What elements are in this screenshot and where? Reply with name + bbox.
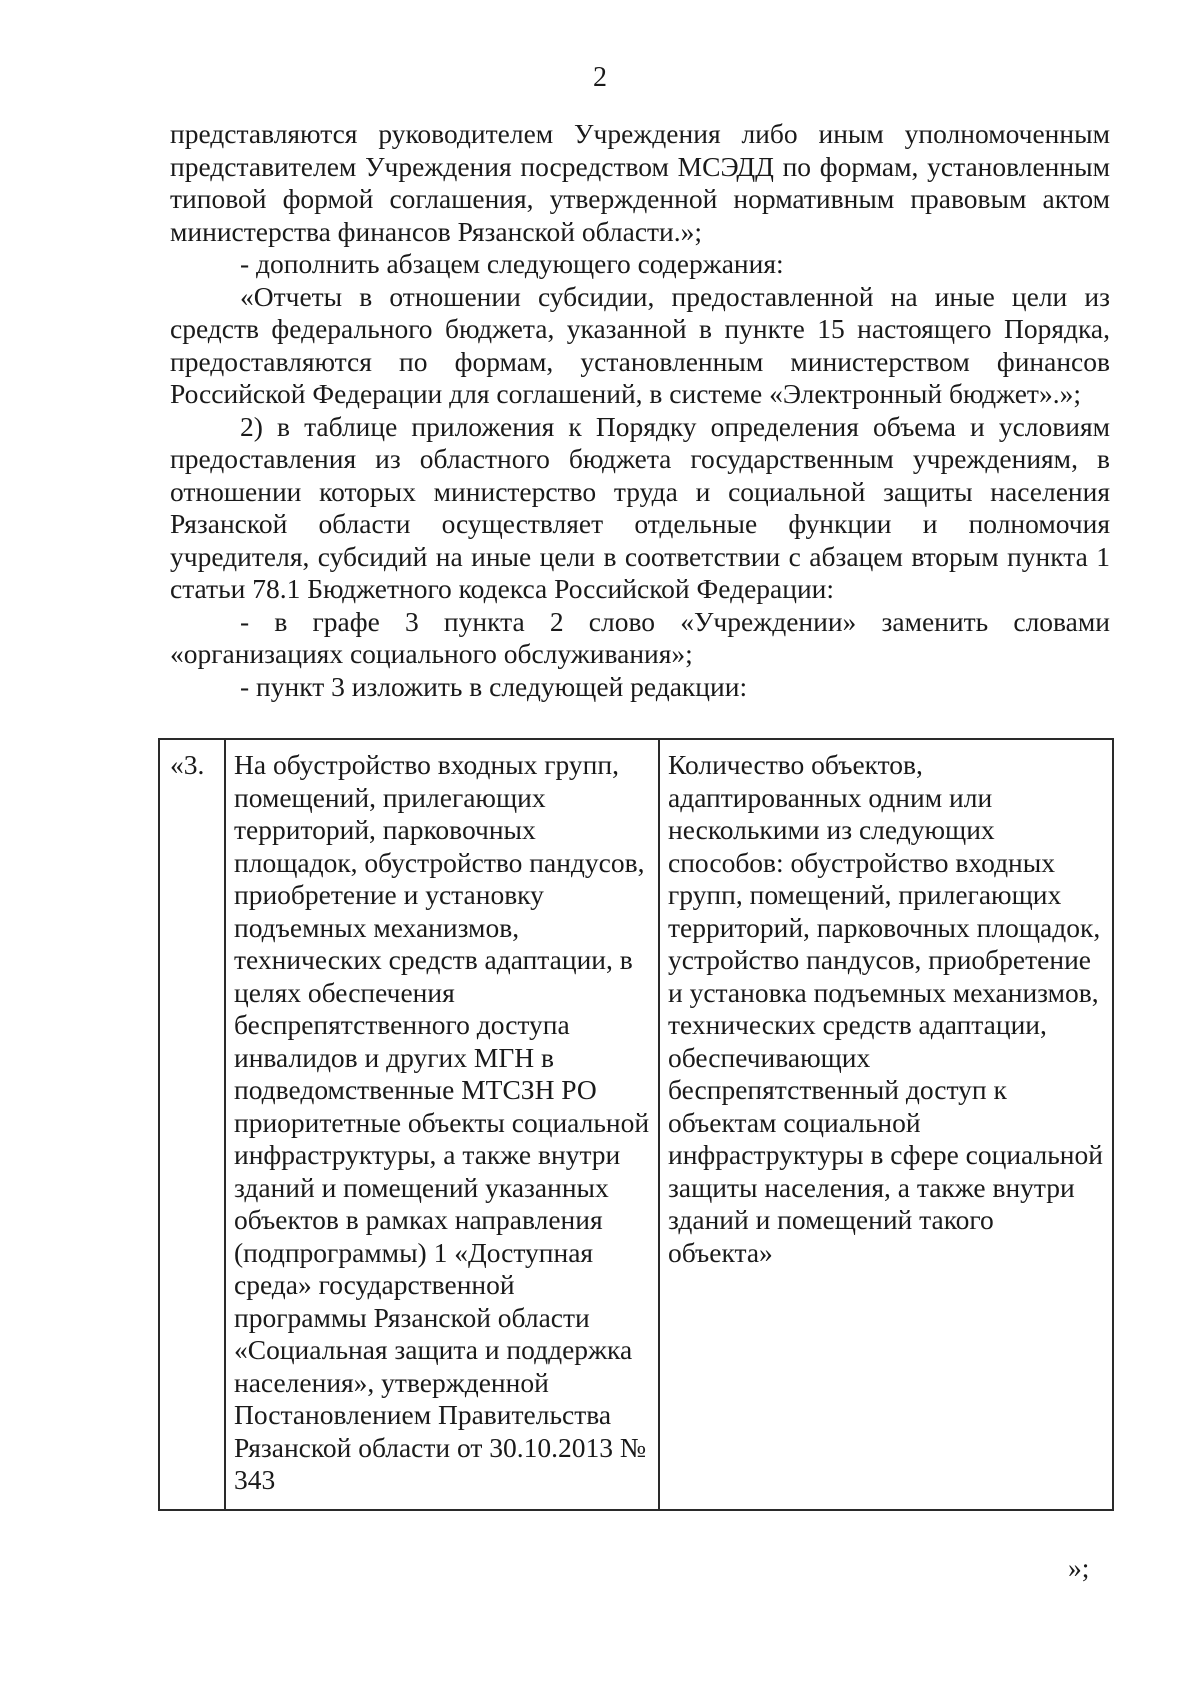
paragraph-replace-word: - в графе 3 пункта 2 слово «Учреждении» заменить словами «организациях социального обслуживания»; <box>170 605 1110 669</box>
paragraph-continuation: представляются руководителем Учреждения либо иным уполномоченным представителем Учреждения посредством МСЭДД по формам, установленным типовой формой соглашения, утвержденной нормативным правовым актом министерства финансов Рязанской области.»; <box>170 118 1110 247</box>
table-row <box>159 739 1113 1510</box>
page-number: 2 <box>593 62 607 93</box>
closing-quote-mark: »; <box>1068 1552 1090 1583</box>
table-cell-number: «3. <box>159 739 225 1510</box>
paragraph-add-clause: - дополнить абзацем следующего содержания: <box>240 248 784 279</box>
paragraph-reports: «Отчеты в отношении субсидии, предоставленной на иные цели из средств федерального бюджета, указанной в пункте 15 настоящего Порядка, предоставляются по формам, установленным министерством финансов Российской Федерации для соглашений, в системе «Электронный бюджет».»; <box>170 280 1110 409</box>
table-cell-purpose: На обустройство входных групп, помещений, прилегающих территорий, парковочных площадок, обустройство пандусов, приобретение и установку подъемных механизмов, технических средств адаптации, в целях обеспечения беспрепятственного доступа инвалидов и других МГН в подведомственные МТСЗН РО приоритетные объекты социальной инфраструктуры, а также внутри зданий и помещений указанных объектов в рамках направления (подпрограммы) 1 «Доступная среда» государственной программы Рязанской области «Социальная защита и поддержка населения», утвержденной Постановлением Правительства Рязанской области от 30.10.2013 № 343 <box>225 739 659 1510</box>
paragraph-restate-item-3: - пункт 3 изложить в следующей редакции: <box>240 670 748 702</box>
table-cell-result: Количество объектов, адаптированных одним или несколькими из следующих способов: обустройство входных групп, помещений, прилегающих территорий, парковочных площадок, устройство пандусов, приобретение и установка подъемных механизмов, технических средств адаптации, обеспечивающих беспрепятственный доступ к объектам социальной инфраструктуры в сфере социальной защиты населения, а также внутри зданий и помещений такого объекта» <box>659 739 1113 1510</box>
document-body <box>170 118 1110 703</box>
amendment-table <box>158 738 1114 1511</box>
paragraph-item-2: 2) в таблице приложения к Порядку определения объема и условиям предоставления из областного бюджета государственным учреждениям, в отношении которых министерство труда и социальной защиты населения Рязанской области осуществляет отдельные функции и полномочия учредителя, субсидий на иные цели в соответствии с абзацем вторым пункта 1 статьи 78.1 Бюджетного кодекса Российской Федерации: <box>170 410 1110 604</box>
